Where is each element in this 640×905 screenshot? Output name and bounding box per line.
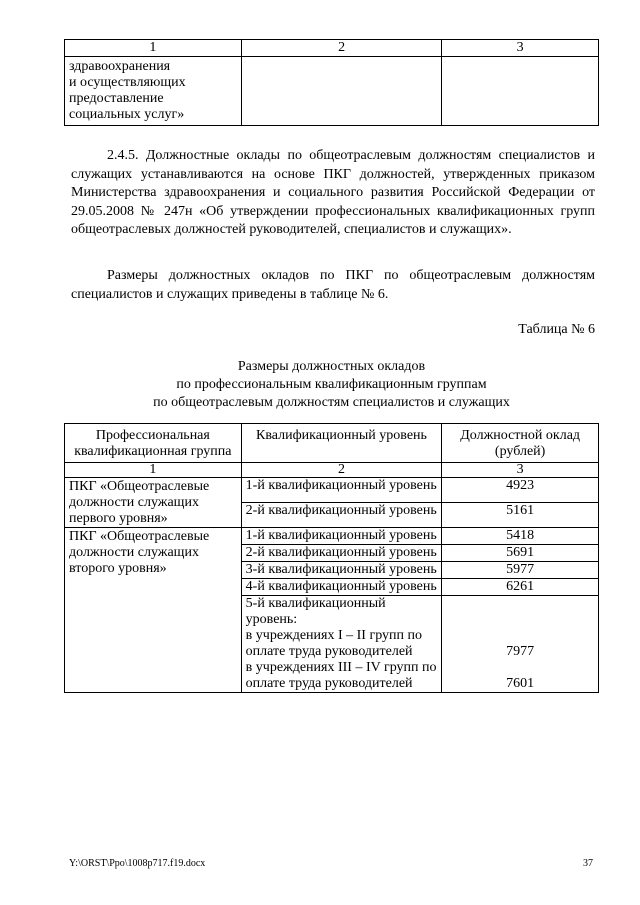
column-number-2: 2: [241, 40, 442, 57]
continuation-table: [64, 39, 599, 126]
salary-cell: 5161: [442, 503, 599, 528]
table-title-line: по общеотраслевым должностям специалистов и служащих: [153, 395, 510, 410]
header-salary: Должностной оклад (рублей): [442, 424, 599, 463]
table-title: [64, 358, 599, 412]
paragraph-text: 2.4.5. Должностные оклады по общеотраслевым должностям специалистов и служащих устанавливаются на основе ПКГ должностей, утвержденных приказом Министерства здравоохранения и социального развития Российской Федерации от 29.05.2008 № 247н «Об утверждении профессиональных квалификационных групп общеотраслевых должностей руководителей, специалистов и служащих».: [71, 148, 595, 237]
salary-value: 7601: [506, 676, 535, 691]
empty-cell: [241, 57, 442, 126]
column-number-1: 1: [65, 463, 242, 478]
empty-cell: [442, 57, 599, 126]
level-5-title: 5-й квалификационный уровень:: [245, 596, 386, 627]
footer-file-path: Y:\ORST\Ppo\1008p717.f19.docx: [69, 858, 206, 869]
header-level: Квалификационный уровень: [241, 424, 442, 463]
level-5-cell: [241, 596, 442, 693]
paragraph-text: Размеры должностных окладов по ПКГ по общеотраслевым должностям специалистов и служащих приведены в таблице № 6.: [71, 268, 595, 302]
header-group: Профессиональная квалификационная группа: [65, 424, 242, 463]
column-number-3: 3: [442, 40, 599, 57]
table-caption: Таблица № 6: [518, 322, 595, 337]
column-number-1: 1: [65, 40, 242, 57]
level-5-salary-cell: [442, 596, 599, 693]
level-cell: 1-й квалификационный уровень: [241, 478, 442, 503]
table-title-line: Размеры должностных окладов: [237, 359, 426, 374]
salary-cell: 5418: [442, 528, 599, 545]
level-5-sub-2: в учреждениях III – IV групп по оплате труда руководителей: [245, 660, 437, 691]
paragraph-2-4-5: [71, 147, 595, 240]
level-cell: 1-й квалификационный уровень: [241, 528, 442, 545]
salary-table: [64, 423, 599, 693]
continued-group-cell: [65, 57, 242, 126]
paragraph-sizes: [71, 267, 595, 304]
group-cell: ПКГ «Общеотраслевые должности служащих первого уровня»: [65, 478, 242, 528]
salary-cell: 6261: [442, 579, 599, 596]
salary-value: 7977: [506, 644, 535, 659]
continued-line: здравоохранения: [69, 59, 171, 74]
continued-line: предоставление: [69, 91, 164, 106]
level-5-sub-1: в учреждениях I – II групп по оплате труда руководителей: [245, 628, 422, 659]
page-number: 37: [583, 858, 593, 869]
salary-cell: 4923: [442, 478, 599, 503]
level-cell: 2-й квалификационный уровень: [241, 545, 442, 562]
salary-cell: 5977: [442, 562, 599, 579]
salary-cell: 5691: [442, 545, 599, 562]
group-cell: ПКГ «Общеотраслевые должности служащих второго уровня»: [65, 528, 242, 693]
continued-line: социальных услуг»: [69, 107, 185, 122]
level-cell: 3-й квалификационный уровень: [241, 562, 442, 579]
continued-line: и осуществляющих: [69, 75, 186, 90]
level-cell: 4-й квалификационный уровень: [241, 579, 442, 596]
level-cell: 2-й квалификационный уровень: [241, 503, 442, 528]
column-number-2: 2: [241, 463, 442, 478]
column-number-3: 3: [442, 463, 599, 478]
table-title-line: по профессиональным квалификационным группам: [176, 377, 487, 392]
